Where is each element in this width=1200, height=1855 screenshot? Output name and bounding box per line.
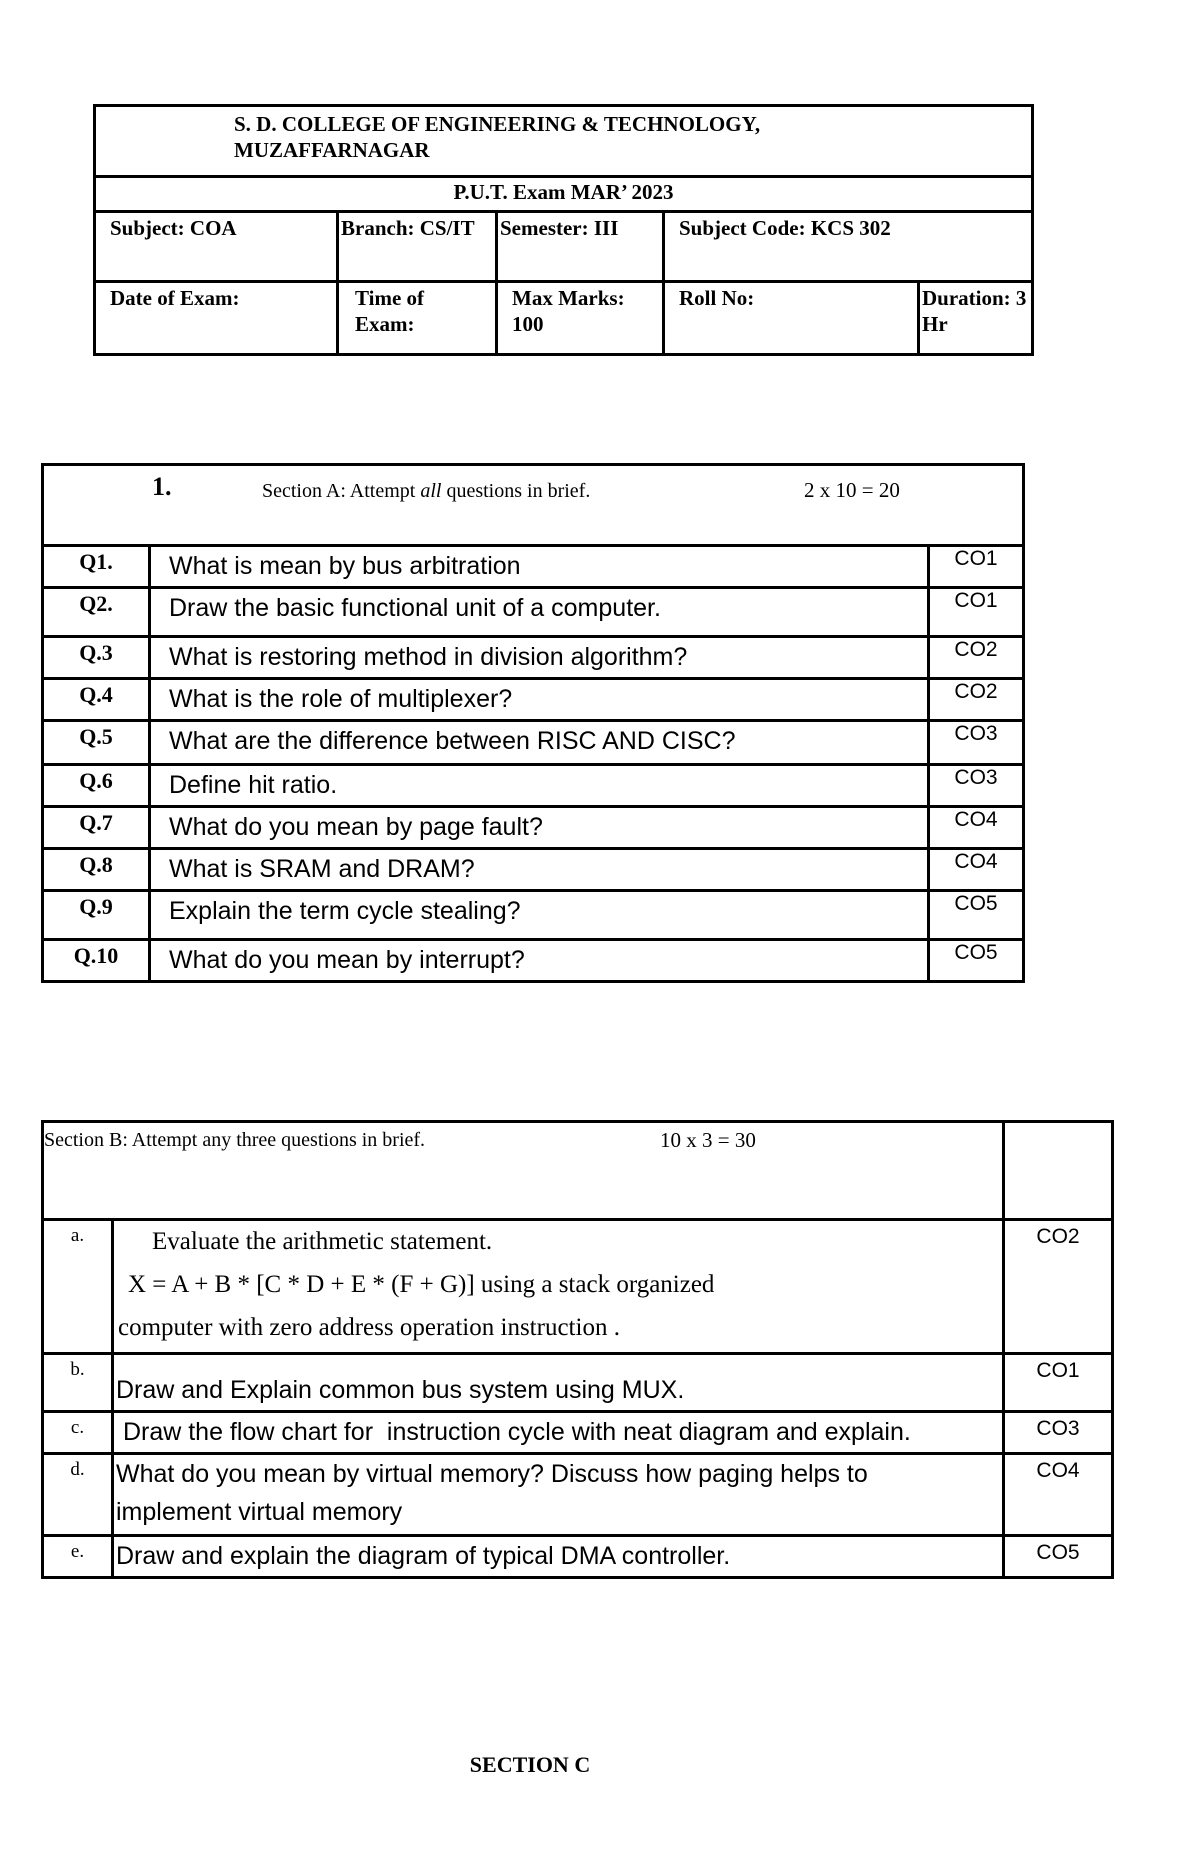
exam-title: P.U.T. Exam MAR’ 2023 (95, 177, 1033, 212)
max-marks-cell: Max Marks: 100 (497, 282, 664, 355)
question-line: Evaluate the arithmetic statement. (152, 1228, 493, 1255)
section-a-heading-suffix: questions in brief. (441, 480, 591, 502)
branch-cell: Branch: CS/IT (338, 212, 497, 282)
question-line: implement virtual memory (116, 1498, 403, 1526)
question-text: Define hit ratio. (150, 765, 929, 807)
section-b-co-header (1004, 1122, 1113, 1220)
question-text: What are the difference between RISC AND CISC? (150, 721, 929, 765)
time-of-exam-cell: Time of Exam: (338, 282, 497, 355)
section-a-table (41, 463, 1025, 983)
table-row (43, 679, 1024, 721)
question-text: What do you mean by interrupt? (150, 940, 929, 982)
question-line: X = A + B * [C * D + E * (F + G)] using a stack organized (128, 1271, 715, 1298)
table-row (43, 849, 1024, 891)
course-outcome: CO5 (929, 891, 1024, 940)
section-b-table (41, 1120, 1114, 1579)
course-outcome: CO1 (1004, 1354, 1113, 1412)
section-b-heading: Section B: Attempt any three questions in brief. (44, 1129, 426, 1151)
subject-code-cell: Subject Code: KCS 302 (664, 212, 1033, 282)
course-outcome: CO4 (929, 807, 1024, 849)
table-row (43, 1220, 1113, 1354)
table-row (43, 1354, 1113, 1412)
section-b-marks: 10 x 3 = 30 (660, 1128, 756, 1152)
course-outcome: CO2 (1004, 1220, 1113, 1354)
question-number: Q1. (43, 546, 150, 588)
duration-cell: Duration: 3 Hr (919, 282, 1033, 355)
section-a-heading (262, 480, 590, 503)
date-of-exam-cell: Date of Exam: (95, 282, 338, 355)
question-number: Q.7 (43, 807, 150, 849)
question-line: computer with zero address operation instruction . (118, 1314, 620, 1341)
section-a-number: 1. (152, 472, 172, 501)
table-row (43, 940, 1024, 982)
table-row (43, 1454, 1113, 1536)
course-outcome: CO4 (1004, 1454, 1113, 1536)
question-text (113, 1454, 1004, 1536)
question-number: Q.4 (43, 679, 150, 721)
section-a-heading-prefix: Section A: Attempt (262, 480, 421, 502)
question-text: What is the role of multiplexer? (150, 679, 929, 721)
course-outcome: CO1 (929, 588, 1024, 637)
college-name-cell (95, 106, 1033, 177)
question-label: b. (43, 1354, 113, 1412)
question-label: c. (43, 1412, 113, 1454)
question-number: Q.9 (43, 891, 150, 940)
semester-cell: Semester: III (497, 212, 664, 282)
question-text: Draw and explain the diagram of typical DMA controller. (113, 1536, 1004, 1578)
table-row (43, 1536, 1113, 1578)
course-outcome: CO3 (929, 721, 1024, 765)
course-outcome: CO5 (1004, 1536, 1113, 1578)
question-number: Q.6 (43, 765, 150, 807)
college-name-line2: MUZAFFARNAGAR (234, 138, 430, 162)
section-a-heading-emph: all (420, 480, 442, 502)
table-row (43, 546, 1024, 588)
question-text (113, 1220, 1004, 1354)
question-label: d. (43, 1454, 113, 1536)
course-outcome: CO1 (929, 546, 1024, 588)
question-text: What do you mean by page fault? (150, 807, 929, 849)
question-text: Explain the term cycle stealing? (150, 891, 929, 940)
question-number: Q.3 (43, 637, 150, 679)
course-outcome: CO4 (929, 849, 1024, 891)
table-row (43, 637, 1024, 679)
table-row (43, 1412, 1113, 1454)
college-name-line1: S. D. COLLEGE OF ENGINEERING & TECHNOLOGY, (234, 112, 761, 136)
question-text: What is SRAM and DRAM? (150, 849, 929, 891)
question-text: Draw and Explain common bus system using MUX. (113, 1354, 1004, 1412)
course-outcome: CO3 (929, 765, 1024, 807)
course-outcome: CO2 (929, 637, 1024, 679)
table-row (43, 891, 1024, 940)
question-text: What is restoring method in division algorithm? (150, 637, 929, 679)
table-row (43, 807, 1024, 849)
question-label: a. (43, 1220, 113, 1354)
course-outcome: CO5 (929, 940, 1024, 982)
table-row (43, 765, 1024, 807)
question-text: What is mean by bus arbitration (150, 546, 929, 588)
question-number: Q.8 (43, 849, 150, 891)
question-number: Q.5 (43, 721, 150, 765)
course-outcome: CO3 (1004, 1412, 1113, 1454)
roll-no-cell: Roll No: (664, 282, 919, 355)
section-c-heading: SECTION C (469, 1752, 591, 1777)
subject-cell: Subject: COA (95, 212, 338, 282)
section-a-marks: 2 x 10 = 20 (804, 478, 900, 502)
course-outcome: CO2 (929, 679, 1024, 721)
question-text: Draw the basic functional unit of a computer. (150, 588, 929, 637)
question-text: Draw the flow chart for instruction cycle with neat diagram and explain. (113, 1412, 1004, 1454)
table-row (43, 588, 1024, 637)
question-line: What do you mean by virtual memory? Discuss how paging helps to (116, 1460, 868, 1488)
question-number: Q.10 (43, 940, 150, 982)
question-number: Q2. (43, 588, 150, 637)
exam-header-table (93, 104, 1034, 356)
question-label: e. (43, 1536, 113, 1578)
section-a-heading-cell (43, 465, 1024, 546)
section-b-heading-cell (43, 1122, 1004, 1220)
table-row (43, 721, 1024, 765)
